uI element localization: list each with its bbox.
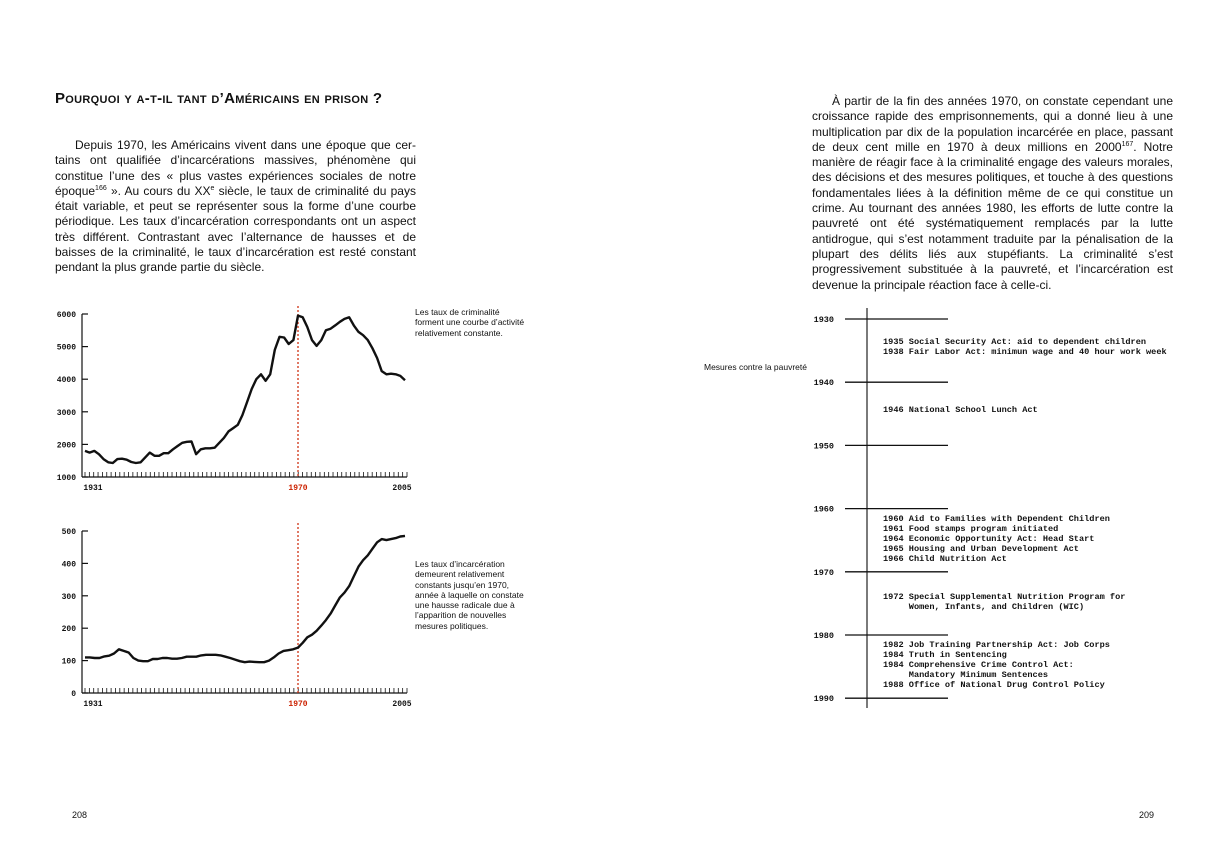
- incarceration-x-label: 2005: [392, 700, 412, 709]
- timeline-group: [883, 640, 1110, 690]
- incarceration-y-tick-label: 100: [61, 657, 76, 667]
- incarceration-y-tick-label: 300: [61, 592, 76, 602]
- text-part: . Notre manière de réagir face à la criminalité engage des valeurs morales, des décisions et des mesures politiques, et touche à des questions fondamentales liées à la définition même de ce qui constitue un crime. Au tournant des années 1980, les efforts de lutte contre la pauvreté ont été systématiquement remplacés par la lutte antidrogue, qui s’est notamment traduite par la pénalisation de la plupart des délits liés aux stupéfiants. La criminalité s’est progressivement substituée à la pauvreté, et l’incarcération est devenue la principale réaction face à celle-ci.: [812, 139, 1173, 292]
- crime-x-label: 1970: [288, 484, 308, 493]
- footnote-ref: 166: [95, 184, 107, 192]
- page-number-right: 209: [1139, 810, 1155, 820]
- timeline-entry: Women, Infants, and Children (WIC): [883, 601, 1085, 612]
- crime-y-tick-label: 6000: [56, 311, 76, 320]
- timeline-group: [883, 405, 1038, 415]
- superscript: e: [210, 184, 215, 192]
- text-part: Depuis 1970, les Américains vivent dans une époque que certains ont qualifiée d’incarcérations massives, phénomène qui constitue l’une des « plus vastes expériences sociales de notre époque: [55, 138, 416, 198]
- timeline-entry: 1938 Fair Labor Act: minimun wage and 40 hour work week: [883, 347, 1167, 357]
- timeline-entry: 1960 Aid to Families with Dependent Children: [883, 513, 1110, 524]
- crime-y-tick-label: 2000: [56, 441, 76, 451]
- incarceration-y-tick-label: 400: [61, 560, 76, 570]
- timeline-decade-label: 1930: [813, 315, 834, 325]
- crime-y-tick-label: 3000: [56, 408, 76, 418]
- timeline-entry: 1946 National School Lunch Act: [883, 405, 1038, 416]
- timeline-decade-label: 1950: [813, 441, 834, 452]
- timeline-group: [883, 514, 1110, 564]
- incarceration-y-tick-label: 200: [61, 625, 76, 635]
- timeline-decade-label: 1990: [813, 694, 834, 705]
- crime-y-tick-label: 4000: [56, 376, 76, 386]
- text-part: À partir de la fin des années 1970, on constate cependant une croissance rapide des emprisonnements, qui a donné lieu à une multiplication par dix de la population incarcérée en place, passant de deux cent mille en 1970 à deux millions en 2000: [812, 94, 1173, 154]
- timeline-entry: 1988 Office of National Drug Control Policy: [883, 680, 1105, 690]
- crime-x-label: 1931: [83, 484, 103, 493]
- timeline-entry: 1966 Child Nutrition Act: [883, 553, 1007, 564]
- timeline-label: Mesures contre la pauvreté: [704, 362, 807, 372]
- timeline-entry: 1984 Truth in Sentencing: [883, 650, 1007, 660]
- incarceration-x-label: 1931: [83, 700, 103, 709]
- crime-chart-note: Les taux de criminalité forment une courbe d’activité relativement constante.: [415, 307, 525, 338]
- timeline-group: [883, 337, 1167, 357]
- text-part: siècle, le taux de criminalité du pays était variable, et peut se représenter sous la forme d’une courbe périodique. Les taux d’incarcération correspondants ont un aspect très différent. Contrastant avec l’alternance de hausses et de baisses de la criminalité, le taux d’incarcération est resté constant pendant la plus grande partie du siècle.: [55, 183, 416, 275]
- incarceration-y-tick-label: 0: [71, 690, 76, 699]
- timeline-entry: 1935 Social Security Act: aid to dependent children: [883, 337, 1147, 347]
- timeline-entry: Mandatory Minimum Sentences: [883, 670, 1049, 680]
- timeline-decade-label: 1940: [813, 378, 834, 389]
- timeline-entry: 1984 Comprehensive Crime Control Act:: [883, 660, 1074, 670]
- incarceration-y-tick-label: 500: [61, 528, 76, 537]
- timeline-decade-label: 1960: [813, 504, 834, 515]
- timeline-entry: 1972 Special Supplemental Nutrition Program for: [883, 591, 1126, 602]
- crime-y-tick-label: 5000: [56, 343, 76, 353]
- page-number-left: 208: [72, 810, 88, 820]
- incarceration-x-label: 1970: [288, 700, 308, 709]
- crime-series-line: [85, 316, 405, 463]
- text-part: ». Au cours du XX: [106, 183, 211, 198]
- timeline-decade-label: 1970: [813, 567, 834, 578]
- incarceration-chart-note: Les taux d’incarcération demeurent relativement constants jusqu’en 1970, année à laquelle on constate une hausse radicale due à l’apparition de nouvelles mesures politiques.: [415, 559, 524, 631]
- footnote-ref: 167: [1121, 140, 1134, 148]
- timeline-decade-label: 1980: [813, 631, 834, 641]
- crime-x-label: 2005: [392, 484, 412, 493]
- incarceration-series-line: [85, 536, 405, 662]
- timeline-entry: 1982 Job Training Partnership Act: Job Corps: [883, 640, 1110, 650]
- timeline-group: [883, 592, 1125, 612]
- timeline-entry: 1965 Housing and Urban Development Act: [883, 543, 1079, 554]
- section-title: Pourquoi y a-t-il tant d’Américains en prison ?: [55, 90, 383, 107]
- timeline-entry: 1964 Economic Opportunity Act: Head Start: [883, 533, 1095, 544]
- crime-y-tick-label: 1000: [56, 474, 76, 483]
- timeline-entry: 1961 Food stamps program initiated: [883, 523, 1059, 534]
